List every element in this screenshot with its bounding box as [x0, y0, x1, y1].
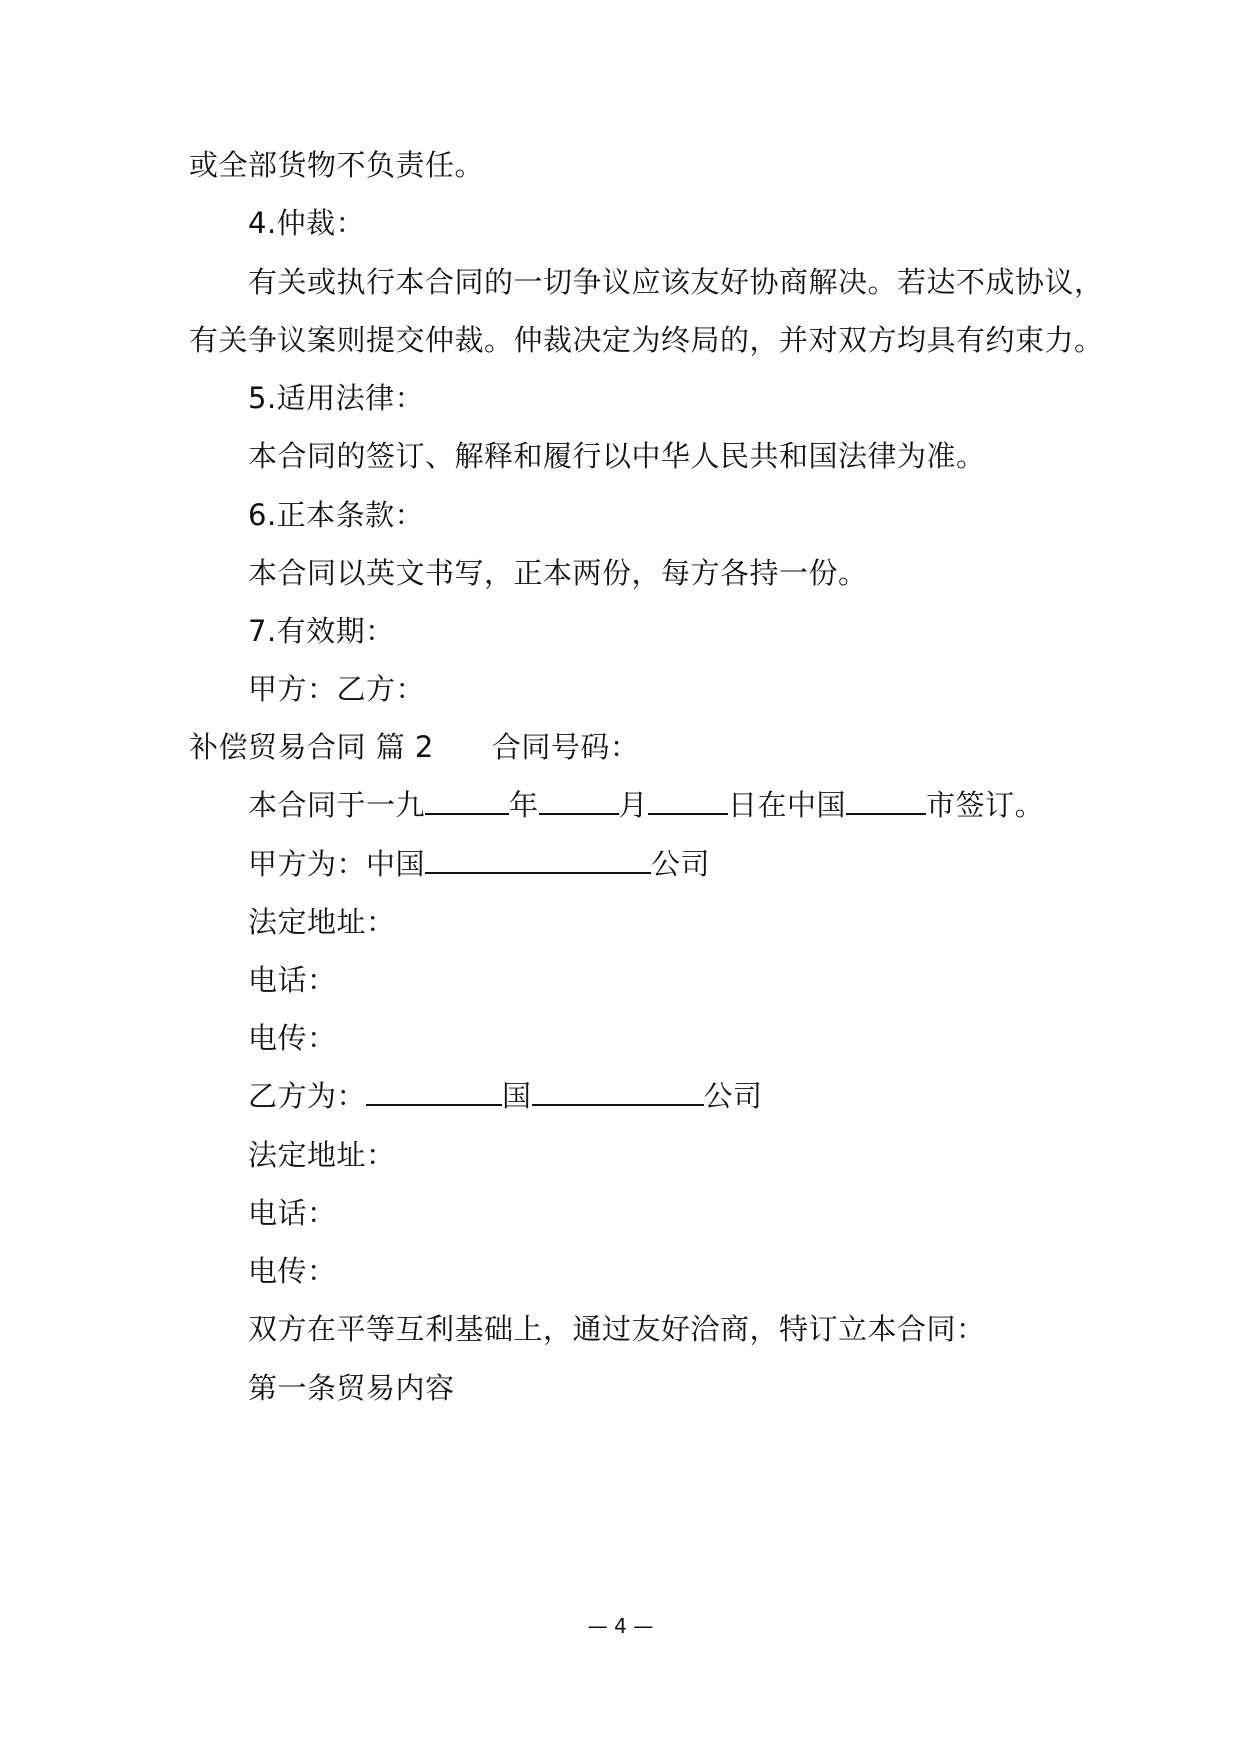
contract-title: 补偿贸易合同 篇 2	[189, 730, 434, 764]
signing-date-text: 本合同于一九	[248, 788, 426, 822]
page-number: — 4 —	[587, 1614, 654, 1638]
paragraph-line: 有关争议案则提交仲裁。仲裁决定为终局的，并对双方均具有约束力。	[189, 323, 1104, 357]
month-blank	[539, 787, 619, 815]
party-a-telex-label: 电传：	[248, 1021, 337, 1055]
contract-title-line	[189, 727, 639, 767]
party-b-line	[248, 1076, 763, 1116]
day-blank	[648, 787, 728, 815]
party-b-address-label: 法定地址：	[248, 1138, 396, 1172]
section-heading-arbitration: 4.仲裁：	[248, 206, 366, 240]
paragraph-line: 或全部货物不负责任。	[189, 148, 485, 182]
country-label: 国	[502, 1079, 532, 1113]
section-heading-original-copies: 6.正本条款：	[248, 498, 425, 532]
company-label: 公司	[651, 847, 711, 881]
section-heading-validity: 7.有效期：	[248, 614, 395, 648]
party-a-line	[248, 844, 710, 884]
city-blank	[846, 787, 926, 815]
company-label: 公司	[703, 1079, 763, 1113]
paragraph-line: 本合同的签订、解释和履行以中华人民共和国法律为准。	[248, 439, 986, 473]
party-a-phone-label: 电话：	[248, 963, 337, 997]
party-b-telex-label: 电传：	[248, 1254, 337, 1288]
day-label: 日在中国	[728, 788, 847, 822]
party-a-label: 甲方为：中国	[248, 847, 426, 881]
paragraph-line: 有关或执行本合同的一切争议应该友好协商解决。若达不成协议，	[248, 265, 1104, 299]
party-b-company-blank	[532, 1078, 704, 1106]
section-heading-applicable-law: 5.适用法律：	[248, 381, 425, 415]
signature-parties-line: 甲方：乙方：	[248, 672, 426, 706]
paragraph-line: 本合同以英文书写，正本两份，每方各持一份。	[248, 556, 868, 590]
month-label: 月	[618, 788, 649, 822]
year-label: 年	[509, 788, 539, 822]
party-a-address-label: 法定地址：	[248, 905, 396, 939]
city-label: 市签订。	[926, 788, 1045, 822]
party-a-company-blank	[425, 846, 651, 874]
signing-date-line	[248, 785, 1044, 825]
party-b-country-blank	[366, 1078, 502, 1106]
party-b-phone-label: 电话：	[248, 1196, 337, 1230]
party-b-label: 乙方为：	[248, 1079, 367, 1113]
article-heading: 第一条贸易内容	[248, 1371, 455, 1405]
year-blank	[425, 787, 509, 815]
contract-number-label: 合同号码：	[491, 730, 640, 764]
paragraph-line: 双方在平等互利基础上，通过友好洽商，特订立本合同：	[248, 1312, 986, 1346]
